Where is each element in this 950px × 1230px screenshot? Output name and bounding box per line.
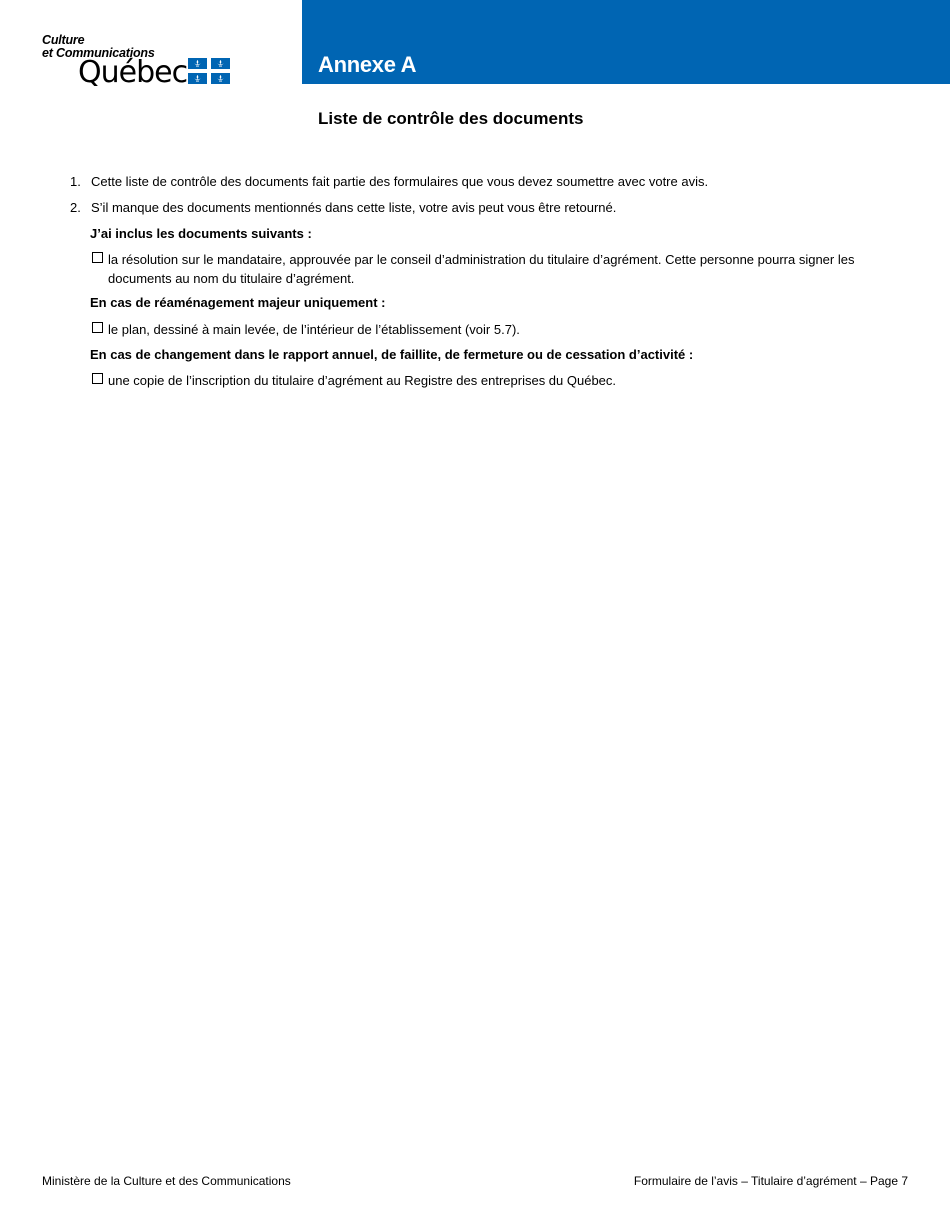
ministry-logo — [40, 32, 240, 94]
list-item-number: 1. — [70, 174, 81, 189]
checkbox[interactable] — [92, 322, 103, 333]
checklist-item-text: une copie de l’inscription du titulaire d’agrément au Registre des entreprises du Québec. — [108, 373, 617, 388]
list-item-number: 2. — [70, 200, 81, 215]
footer-page-info: Formulaire de l’avis – Titulaire d’agrément – Page 7 — [633, 1174, 908, 1188]
checklist-item-text: le plan, dessiné à main levée, de l’intérieur de l’établissement (voir 5.7). — [108, 322, 520, 337]
checklist-item-text: la résolution sur le mandataire, approuvée par le conseil d’administration du titulaire d’agrément. Cette personne pourra signer les documents au nom du titulaire d’agrément. — [108, 252, 855, 286]
section-label-documents: J’ai inclus les documents suivants : — [90, 226, 312, 241]
checklist-item-registre — [92, 371, 902, 390]
banner-title: Annexe A — [318, 52, 417, 77]
footer-ministry: Ministère de la Culture et des Communications — [42, 1174, 291, 1188]
section-label-reamenagement: En cas de réaménagement majeur uniquement : — [90, 295, 386, 310]
checklist-item-plan — [92, 320, 902, 339]
checklist-item-resolution — [92, 250, 902, 288]
logo-quebec-wordmark: Québec — [78, 55, 188, 90]
list-item-text: Cette liste de contrôle des documents fait partie des formulaires que vous devez soumettre avec votre avis. — [91, 174, 709, 189]
quebec-flag-icon — [188, 58, 230, 84]
logo-line-communications: et Communications — [42, 46, 155, 60]
logo-line-culture: Culture — [42, 33, 85, 47]
annex-banner — [302, 0, 950, 84]
checkbox[interactable] — [92, 373, 103, 384]
page-title: Liste de contrôle des documents — [318, 109, 584, 128]
section-label-changement: En cas de changement dans le rapport annuel, de faillite, de fermeture ou de cessation d’activité : — [90, 347, 694, 362]
list-item-text: S’il manque des documents mentionnés dans cette liste, votre avis peut vous être retourné. — [91, 200, 617, 215]
checkbox[interactable] — [92, 252, 103, 263]
